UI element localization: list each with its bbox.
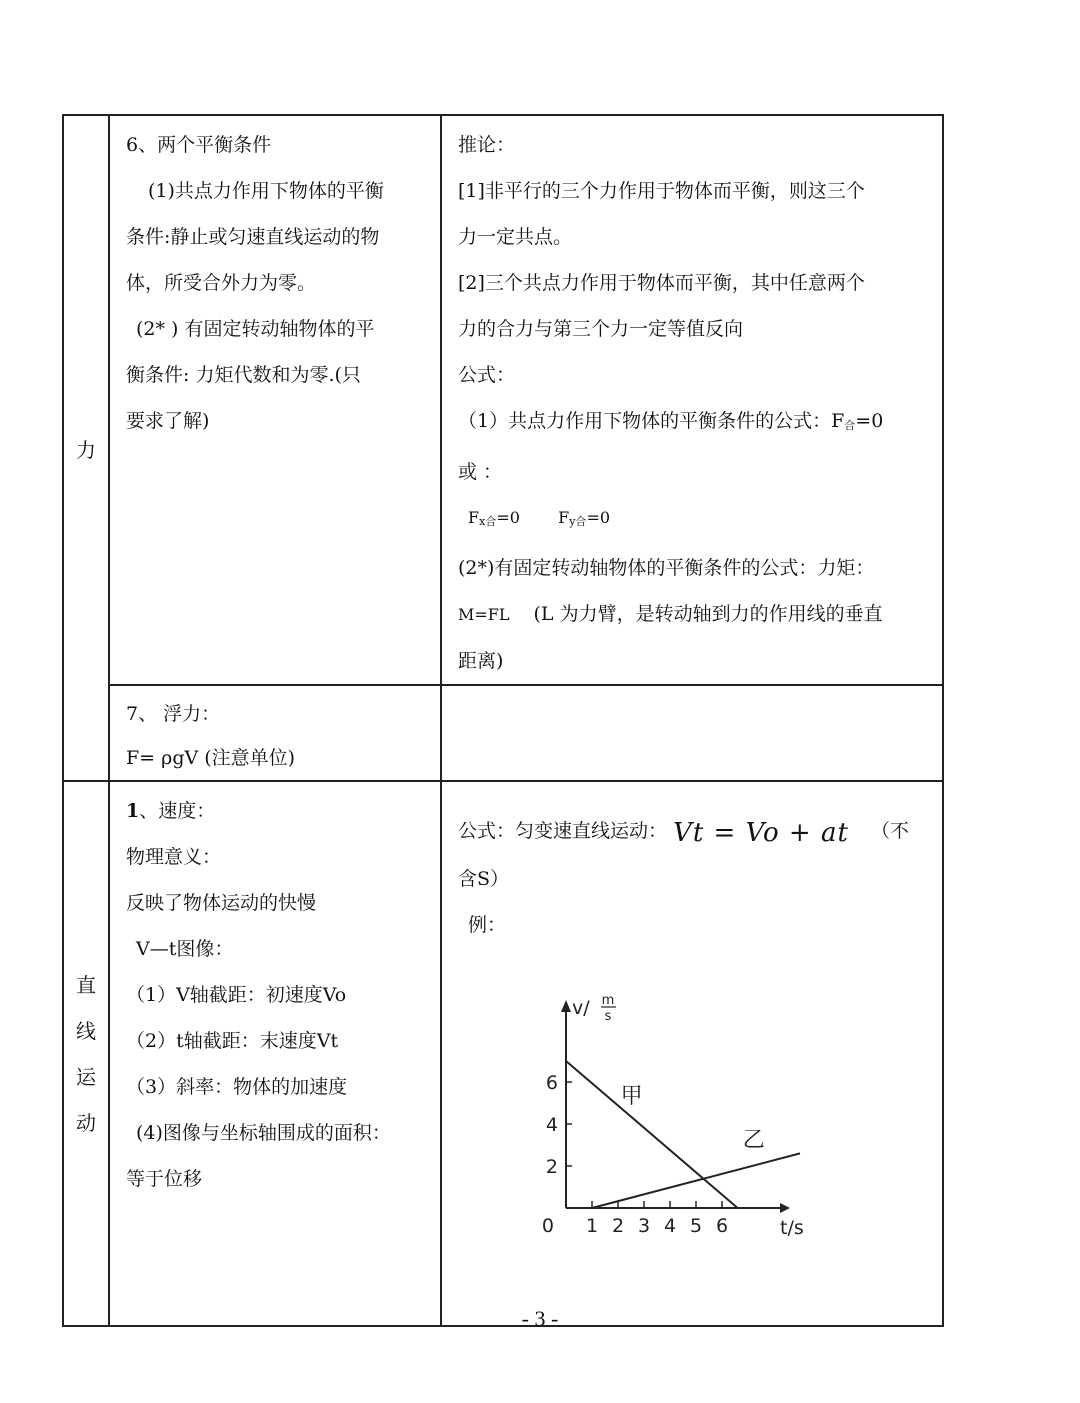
section-label-linear-motion bbox=[63, 781, 109, 1326]
formula-line: (2*)有固定转动轴物体的平衡条件的公式：力矩： bbox=[458, 557, 875, 579]
kinematics-line: 含S） bbox=[458, 868, 510, 890]
page-number: - 3 - bbox=[521, 1306, 559, 1331]
balance-conditions-text bbox=[110, 116, 440, 444]
balance-conditions-cell bbox=[109, 115, 441, 685]
series-label-yi: 乙 bbox=[742, 1128, 765, 1154]
y-axis-label: v/ bbox=[572, 997, 590, 1019]
velocity-heading: 1、速度： bbox=[126, 800, 216, 822]
velocity-line: (4)图像与坐标轴围成的面积： bbox=[136, 1122, 391, 1144]
buoyancy-formula: F= ρgV (注意单位) bbox=[126, 747, 296, 769]
velocity-line: （3）斜率：物体的加速度 bbox=[126, 1076, 348, 1098]
motion-label: 直 线 运 动 bbox=[76, 972, 96, 1135]
y-axis-unit-denominator: s bbox=[604, 1009, 612, 1024]
corollary-line: 力的合力与第三个力一定等值反向 bbox=[458, 318, 744, 340]
x-tick-label: 4 bbox=[663, 1215, 677, 1237]
section-label-force bbox=[63, 115, 109, 781]
formula-line: 距离) bbox=[458, 650, 504, 672]
corollary-heading: 推论： bbox=[458, 134, 516, 156]
corollary-line: [1]非平行的三个力作用于物体而平衡，则这三个 bbox=[458, 180, 865, 202]
x-axis-label: t/s bbox=[780, 1217, 804, 1239]
buoyancy-text bbox=[110, 686, 440, 780]
buoyancy-heading: 7、 浮力： bbox=[126, 703, 221, 725]
balance-line: 要求了解) bbox=[126, 410, 210, 432]
x-tick-label: 6 bbox=[715, 1215, 729, 1237]
balance-formulas-text bbox=[442, 116, 942, 684]
velocity-line: 反映了物体运动的快慢 bbox=[126, 892, 317, 914]
buoyancy-empty-cell bbox=[441, 685, 943, 781]
x-tick-label: 1 bbox=[585, 1215, 599, 1237]
balance-line: 体，所受合外力为零。 bbox=[126, 272, 317, 294]
kinematics-cell bbox=[441, 781, 943, 1326]
force-label: 力 bbox=[76, 437, 96, 462]
formula-heading: 公式： bbox=[458, 364, 516, 386]
y-tick-label: 2 bbox=[545, 1156, 558, 1178]
balance-formulas-cell bbox=[441, 115, 943, 685]
vt-graph bbox=[532, 988, 832, 1248]
velocity-line: 等于位移 bbox=[126, 1168, 203, 1190]
y-tick-label: 4 bbox=[545, 1114, 558, 1136]
kinematics-text bbox=[442, 782, 942, 948]
formula-line: M=FL (L 为力臂，是转动轴到力的作用线的垂直 bbox=[458, 603, 883, 625]
x-tick-label: 5 bbox=[689, 1215, 703, 1237]
series-label-jia: 甲 bbox=[620, 1084, 643, 1109]
x-tick-label: 3 bbox=[637, 1215, 651, 1237]
x-axis-arrow bbox=[780, 1203, 790, 1213]
series-line-0 bbox=[566, 1061, 738, 1208]
formula-line: （1）共点力作用下物体的平衡条件的公式：F合=0 bbox=[458, 410, 884, 432]
example-label: 例： bbox=[468, 914, 507, 936]
kinematics-formula: Vt = Vo + at bbox=[673, 818, 849, 848]
kinematics-formula-line: 公式：匀变速直线运动： Vt = Vo + at （不 bbox=[458, 818, 910, 848]
velocity-cell bbox=[109, 781, 441, 1326]
velocity-text bbox=[110, 782, 440, 1202]
corollary-line: 力一定共点。 bbox=[458, 226, 573, 248]
component-formula: Fx合=0 Fy合=0 bbox=[468, 508, 611, 528]
balance-line: 条件:静止或匀速直线运动的物 bbox=[126, 226, 380, 248]
balance-line: (1)共点力作用下物体的平衡 bbox=[148, 180, 384, 202]
x-tick-label: 2 bbox=[611, 1215, 625, 1237]
y-tick-label: 6 bbox=[545, 1072, 558, 1094]
y-axis-arrow bbox=[561, 1000, 571, 1012]
origin-label: 0 bbox=[541, 1215, 554, 1237]
corollary-line: [2]三个共点力作用于物体而平衡，其中任意两个 bbox=[458, 272, 865, 294]
balance-line: 衡条件: 力矩代数和为零.(只 bbox=[126, 364, 361, 386]
balance-line: (2* ) 有固定转动轴物体的平 bbox=[136, 318, 375, 340]
balance-heading: 6、两个平衡条件 bbox=[126, 134, 272, 156]
formula-line: 或 ： bbox=[458, 461, 503, 483]
buoyancy-cell bbox=[109, 685, 441, 781]
velocity-line: 物理意义： bbox=[126, 846, 222, 868]
velocity-line: （1）V轴截距：初速度Vo bbox=[126, 984, 347, 1006]
series-line-1 bbox=[592, 1153, 800, 1208]
velocity-line: （2）t轴截距：末速度Vt bbox=[126, 1030, 339, 1052]
content-table bbox=[62, 114, 944, 1327]
velocity-line: V—t图像： bbox=[136, 938, 234, 960]
y-axis-unit-numerator: m bbox=[601, 993, 615, 1008]
